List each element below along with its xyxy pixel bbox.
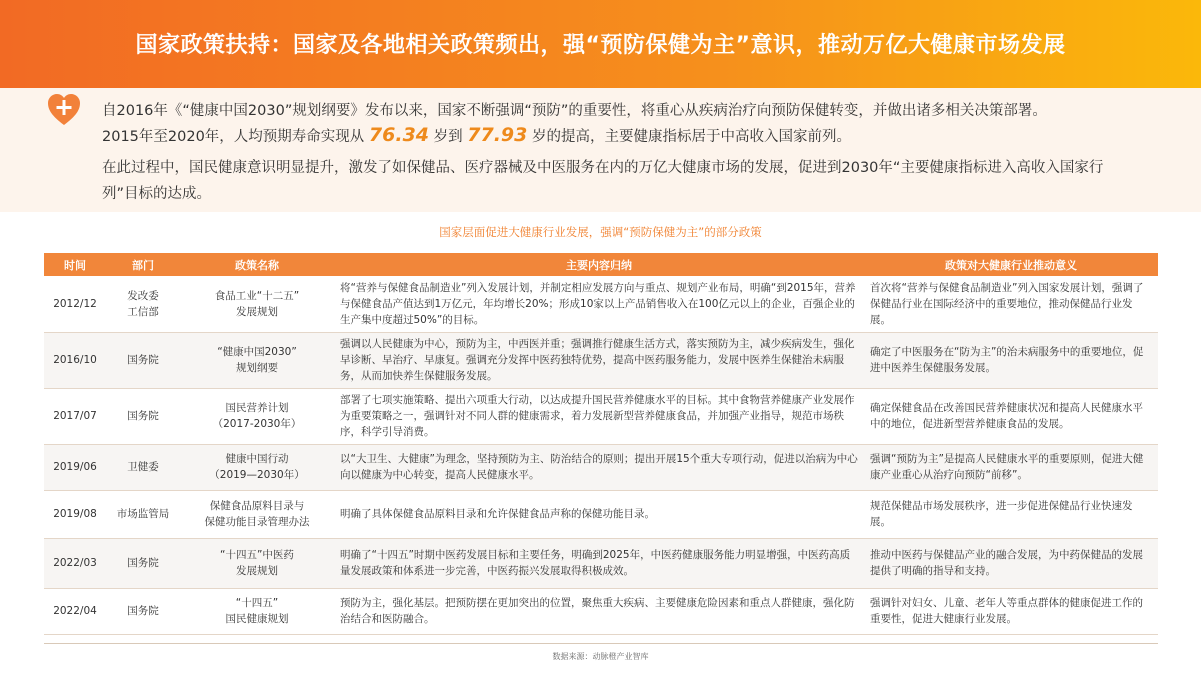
cell-main-content: 预防为主，强化基层。把预防摆在更加突出的位置，聚焦重大疾病、主要健康危险因素和重点人群健康，强化防治结合和医防融合。 [334, 588, 864, 634]
table-row [44, 490, 1158, 538]
cell-policy-name: 健康中国行动 （2019—2030年） [180, 444, 334, 490]
intro-text-segment: 岁到 [429, 129, 468, 145]
cell-time: 2019/08 [44, 490, 106, 538]
cell-department: 发改委 工信部 [106, 276, 180, 332]
cell-time: 2012/12 [44, 276, 106, 332]
table-bottom-divider [44, 643, 1158, 644]
intro-text-segment: 2015年至2020年，人均预期寿命实现从 [102, 129, 369, 145]
cell-significance: 强调“预防为主”是提高人民健康水平的重要原则，促进大健康产业重心从治疗向预防“前移”。 [864, 444, 1158, 490]
table-row [44, 444, 1158, 490]
cell-department: 市场监管局 [106, 490, 180, 538]
policy-table [44, 253, 1158, 635]
header-banner [0, 0, 1201, 88]
table-row [44, 388, 1158, 444]
intro-text-segment: 岁的提高，主要健康指标居于中高收入国家前列。 [527, 129, 851, 145]
table-row [44, 276, 1158, 332]
cell-department: 国务院 [106, 332, 180, 388]
life-expectancy-2015-value: 76.34 [368, 124, 430, 146]
cell-main-content: 强调以人民健康为中心，预防为主，中西医并重；强调推行健康生活方式，落实预防为主，减少疾病发生，强化早诊断、早治疗、早康复。强调充分发挥中医药独特优势，提高中医药服务能力，发展中医养生保健治未病服务，从而加快养生保健服务发展。 [334, 332, 864, 388]
life-expectancy-2020-value: 77.93 [467, 124, 528, 146]
medical-plus-heart-icon [46, 92, 82, 128]
cell-significance: 确定保健食品在改善国民营养健康状况和提高人民健康水平中的地位，促进新型营养健康食品的发展。 [864, 388, 1158, 444]
cell-department: 国务院 [106, 388, 180, 444]
cell-significance: 强调针对妇女、儿童、老年人等重点群体的健康促进工作的重要性，促进大健康行业发展。 [864, 588, 1158, 634]
column-header-time: 时间 [44, 253, 106, 276]
column-header-significance: 政策对大健康行业推动意义 [864, 253, 1158, 276]
cell-significance: 规范保健品市场发展秩序，进一步促进保健品行业快速发展。 [864, 490, 1158, 538]
cell-policy-name: “十四五” 国民健康规划 [180, 588, 334, 634]
intro-paragraph-3: 在此过程中，国民健康意识明显提升，激发了如保健品、医疗器械及中医服务在内的万亿大健康市场的发展，促进到2030年“主要健康指标进入高收入国家行 [102, 160, 1104, 176]
table-title: 国家层面促进大健康行业发展，强调“预防保健为主”的部分政策 [439, 225, 762, 239]
cell-main-content: 部署了七项实施策略、提出六项重大行动，以达成提升国民营养健康水平的目标。其中食物营养健康产业发展作为重要策略之一，强调针对不同人群的健康需求，着力发展新型营养健康食品，并加强产业指导，规范市场秩序，科学引导消费。 [334, 388, 864, 444]
cell-time: 2022/03 [44, 538, 106, 588]
column-header-policy-name: 政策名称 [180, 253, 334, 276]
cell-time: 2019/06 [44, 444, 106, 490]
cell-time: 2016/10 [44, 332, 106, 388]
intro-paragraph-1: 自2016年《“健康中国2030”规划纲要》发布以来，国家不断强调“预防”的重要性，将重心从疾病治疗向预防保健转变，并做出诸多相关决策部署。 [102, 103, 1047, 119]
intro-paragraph-2 [102, 124, 851, 146]
cell-significance: 首次将“营养与保健食品制造业”列入国家发展计划，强调了保健品行业在国际经济中的重要地位，推动保健品行业发展。 [864, 276, 1158, 332]
column-header-department: 部门 [106, 253, 180, 276]
page-title: 国家政策扶持：国家及各地相关政策频出，强“预防保健为主”意识，推动万亿大健康市场发展 [135, 33, 1066, 58]
cell-significance: 推动中医药与保健品产业的融合发展，为中药保健品的发展提供了明确的指导和支持。 [864, 538, 1158, 588]
cell-main-content: 以“大卫生、大健康”为理念，坚持预防为主、防治结合的原则；提出开展15个重大专项行动，促进以治病为中心向以健康为中心转变，提高人民健康水平。 [334, 444, 864, 490]
data-source-note: 数据来源：动脉橙产业智库 [552, 652, 649, 661]
table-header-row [44, 253, 1158, 276]
table-row [44, 332, 1158, 388]
cell-policy-name: 食品工业“十二五” 发展规划 [180, 276, 334, 332]
column-header-main-content: 主要内容归纳 [334, 253, 864, 276]
cell-policy-name: 保健食品原料目录与 保健功能目录管理办法 [180, 490, 334, 538]
cell-policy-name: “健康中国2030” 规划纲要 [180, 332, 334, 388]
cell-policy-name: 国民营养计划 （2017-2030年） [180, 388, 334, 444]
table-row [44, 538, 1158, 588]
cell-significance: 确定了中医服务在“防为主”的治未病服务中的重要地位，促进中医养生保健服务发展。 [864, 332, 1158, 388]
cell-policy-name: “十四五”中医药 发展规划 [180, 538, 334, 588]
cell-main-content: 明确了“十四五”时期中医药发展目标和主要任务，明确到2025年，中医药健康服务能力明显增强，中医药高质量发展政策和体系进一步完善，中医药振兴发展取得积极成效。 [334, 538, 864, 588]
intro-paragraph-3-continued: 列”目标的达成。 [102, 186, 212, 202]
cell-department: 国务院 [106, 588, 180, 634]
cell-department: 国务院 [106, 538, 180, 588]
cell-time: 2017/07 [44, 388, 106, 444]
cell-department: 卫健委 [106, 444, 180, 490]
cell-main-content: 将“营养与保健食品制造业”列入发展计划，并制定相应发展方向与重点、规划产业布局，明确“到2015年，营养与保健食品产值达到1万亿元，年均增长20%；形成10家以上产品销售收入在100亿元以上的企业，百强企业的生产集中度超过50%”的目标。 [334, 276, 864, 332]
table-row [44, 588, 1158, 634]
cell-time: 2022/04 [44, 588, 106, 634]
cell-main-content: 明确了具体保健食品原料目录和允许保健食品声称的保健功能目录。 [334, 490, 864, 538]
